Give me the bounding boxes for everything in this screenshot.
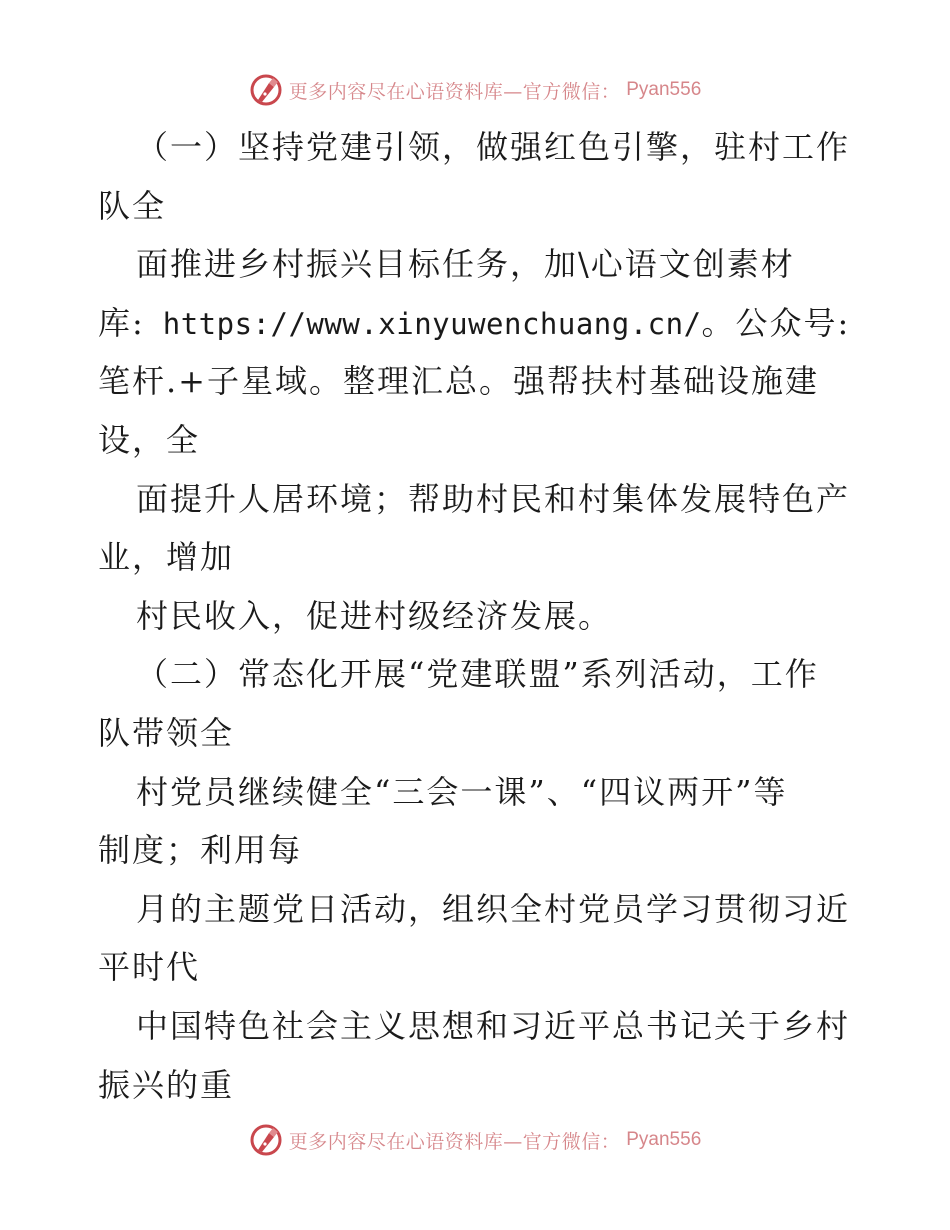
pen-nib-circle-logo-icon	[249, 73, 283, 107]
text-line-url	[98, 294, 858, 353]
footer-banner-contact: Pyan556	[626, 1129, 702, 1150]
header-banner-text: 更多内容尽在心语资料库—官方微信：	[288, 80, 621, 103]
header-banner-contact: Pyan556	[626, 79, 702, 100]
text-line: 队带领全	[98, 713, 235, 752]
text-line: 中国特色社会主义思想和习近平总书记关于乡村	[136, 1006, 851, 1045]
footer-banner	[0, 1120, 950, 1160]
text-line: 平时代	[98, 948, 201, 987]
text-line: 村党员继续健全“三会一课”、“四议两开”等	[136, 772, 788, 811]
body-text	[98, 118, 858, 1114]
website-url: https://www.xinyuwenchuang.cn/	[144, 306, 702, 341]
text-line-prefix: 库:	[98, 303, 145, 342]
text-line: 月的主题党日活动，组织全村党员学习贯彻习近	[136, 889, 851, 928]
footer-banner-text: 更多内容尽在心语资料库—官方微信：	[288, 1130, 621, 1153]
text-line: 面提升人居环境；帮助村民和村集体发展特色产	[136, 479, 851, 518]
text-line: （一）坚持党建引领，做强红色引擎，驻村工作	[136, 128, 851, 166]
text-line: 业，增加	[98, 538, 235, 577]
text-line: 设，全	[98, 420, 201, 459]
text-line: （二）常态化开展“党建联盟”系列活动，工作	[136, 655, 819, 694]
text-line: 笔杆.+子星域。整理汇总。强帮扶村基础设施建	[98, 362, 819, 401]
text-line: 队全	[98, 186, 167, 225]
text-line-suffix: 。公众号:	[701, 303, 851, 342]
text-line: 制度；利用每	[98, 831, 303, 870]
header-banner	[0, 70, 950, 110]
text-line: 面推进乡村振兴目标任务，加\心语文创素材	[136, 245, 795, 284]
text-line: 村民收入，促进村级经济发展。	[136, 596, 613, 635]
pen-nib-circle-logo-icon	[249, 1123, 283, 1157]
text-line: 振兴的重	[98, 1065, 235, 1104]
